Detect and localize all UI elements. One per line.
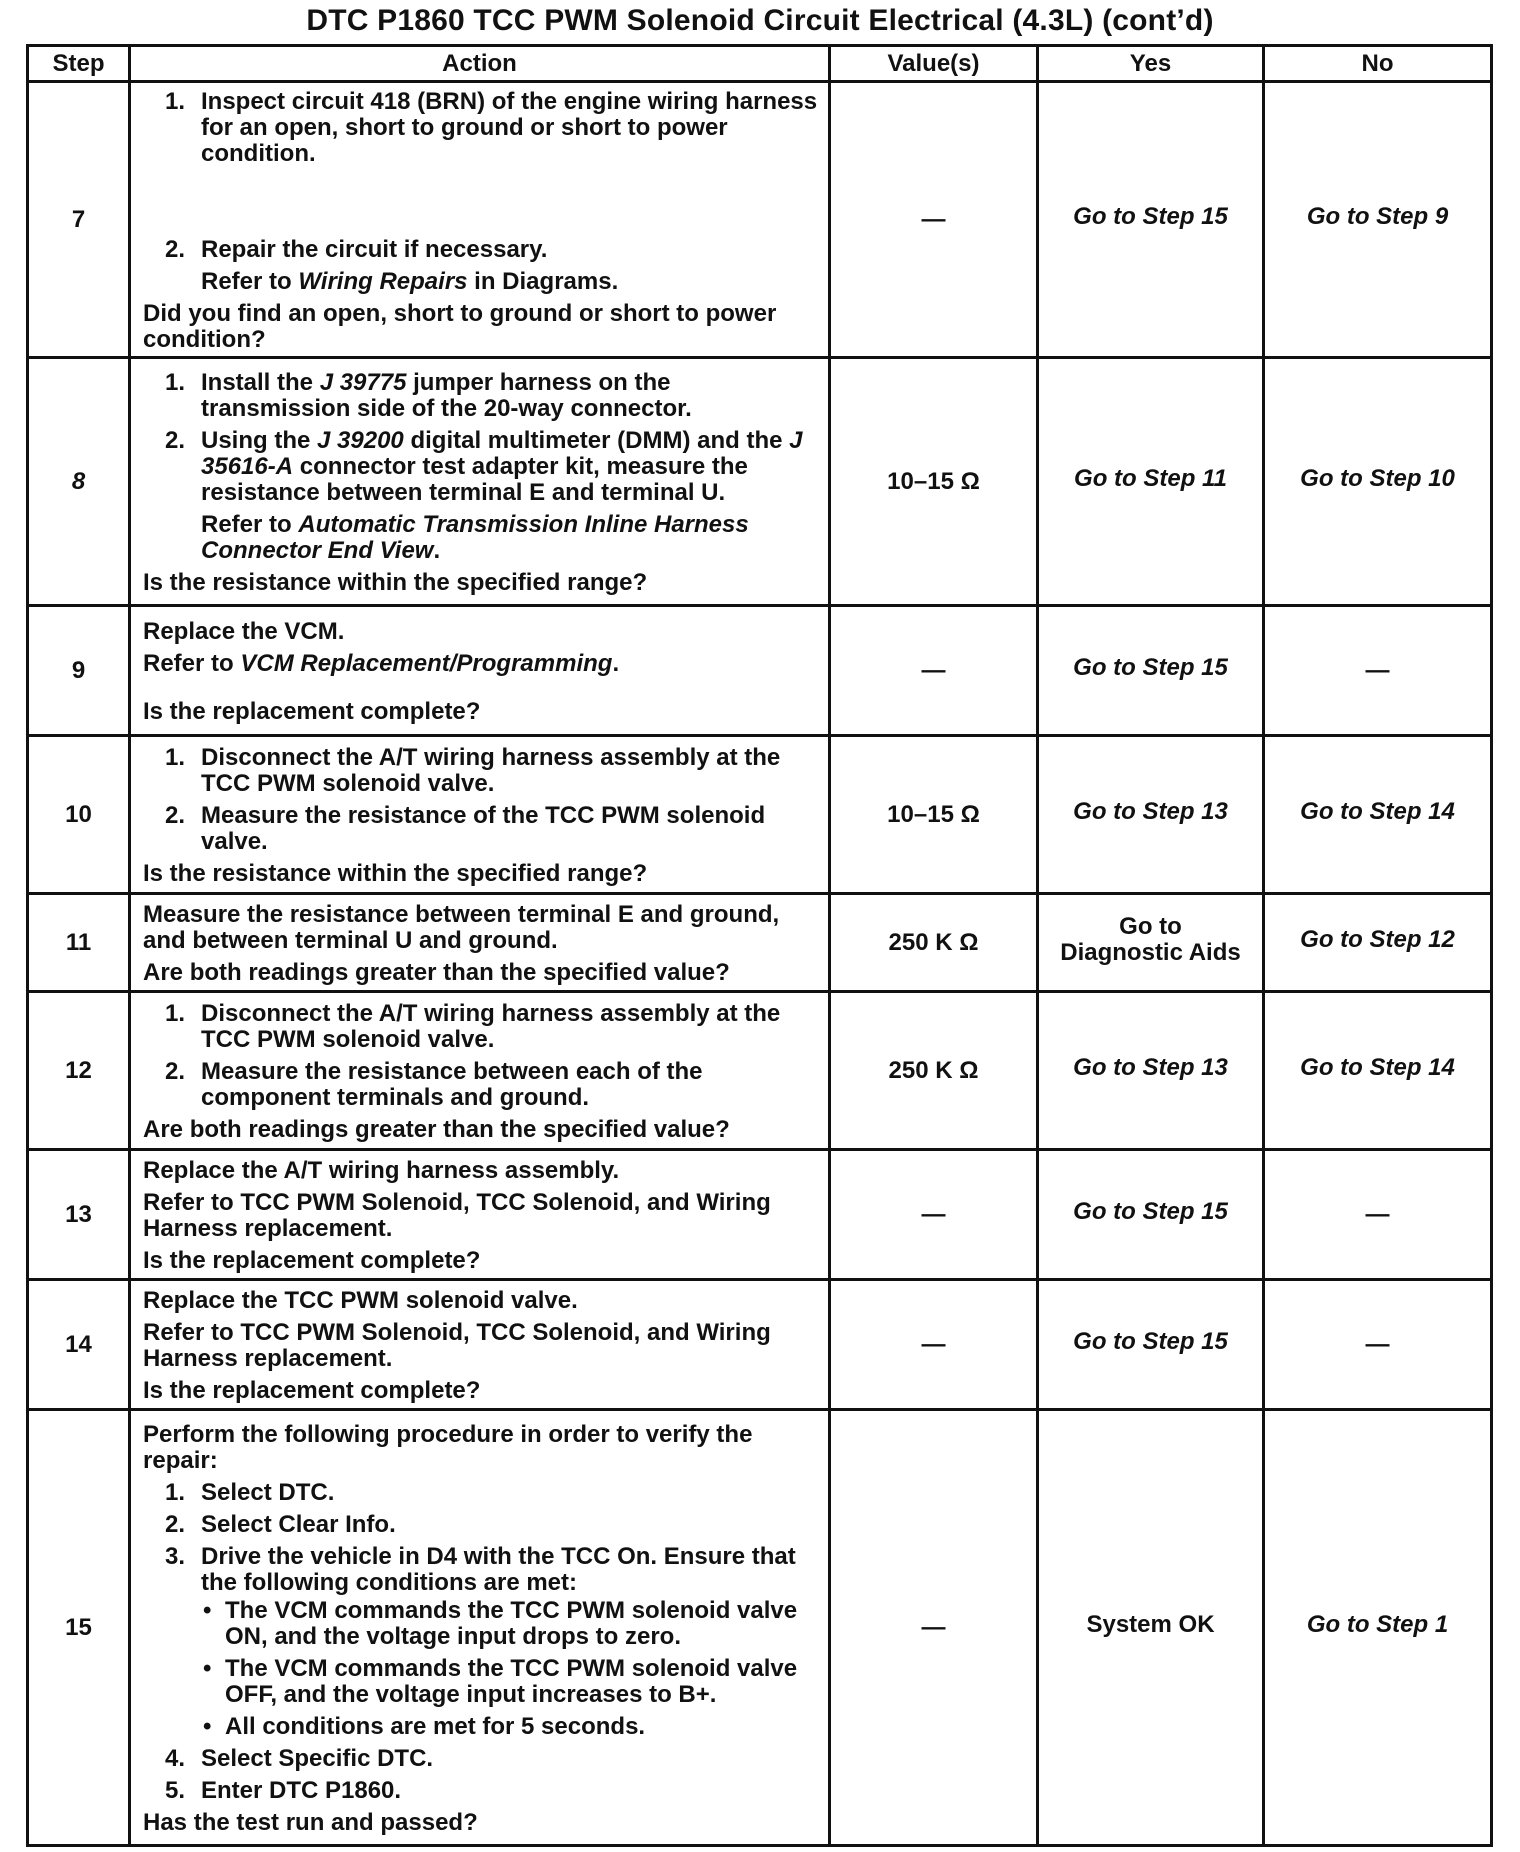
list-item: 4. Select Specific DTC. xyxy=(165,1744,434,1772)
no-cell: Go to Step 10 xyxy=(1264,358,1492,606)
bullet-item: • The VCM commands the TCC PWM solenoid valve OFF, and the voltage input increases to B+. xyxy=(201,1656,822,1708)
list-item: 2. Select Clear Info. xyxy=(165,1510,396,1538)
table-row xyxy=(28,606,1492,736)
yes-cell: Go to Step 15 xyxy=(1038,606,1264,736)
step-number: 11 xyxy=(28,894,130,992)
list-item: 1. Inspect circuit 418 (BRN) of the engine wiring harness for an open, short to ground or short to power condition. xyxy=(165,87,818,167)
value-cell: — xyxy=(830,82,1038,358)
yes-cell: Go to Step 15 xyxy=(1038,1150,1264,1280)
list-item: 2. Measure the resistance of the TCC PWM solenoid valve. xyxy=(165,801,766,855)
header-action: Action xyxy=(130,46,830,82)
list-item: 1. Disconnect the A/T wiring harness assembly at the TCC PWM solenoid valve. xyxy=(165,999,781,1053)
yes-line: Diagnostic Aids xyxy=(1060,938,1241,966)
yes-cell xyxy=(1038,894,1264,992)
question-text: Is the resistance within the specified range? xyxy=(143,568,648,596)
table-row xyxy=(28,1410,1492,1846)
action-cell xyxy=(130,358,830,606)
value-cell: 10–15 Ω xyxy=(830,736,1038,894)
no-cell: — xyxy=(1264,1280,1492,1410)
bullet-item: • The VCM commands the TCC PWM solenoid valve ON, and the voltage input drops to zero. xyxy=(201,1598,822,1650)
action-cell xyxy=(130,606,830,736)
question-text: Is the replacement complete? xyxy=(143,1376,481,1404)
table-row xyxy=(28,992,1492,1150)
no-cell: Go to Step 14 xyxy=(1264,736,1492,894)
no-cell: Go to Step 1 xyxy=(1264,1410,1492,1846)
value-cell: — xyxy=(830,1280,1038,1410)
value-cell: — xyxy=(830,1410,1038,1846)
step-number: 8 xyxy=(28,358,130,606)
question-text: Is the replacement complete? xyxy=(143,1246,481,1274)
no-cell: — xyxy=(1264,606,1492,736)
value-cell: — xyxy=(830,606,1038,736)
no-cell: Go to Step 14 xyxy=(1264,992,1492,1150)
step-number: 12 xyxy=(28,992,130,1150)
table-header-row xyxy=(28,46,1492,82)
action-text: Replace the TCC PWM solenoid valve. xyxy=(143,1286,578,1314)
list-item: 5. Enter DTC P1860. xyxy=(165,1776,402,1804)
table-row xyxy=(28,1280,1492,1410)
table-row xyxy=(28,736,1492,894)
action-text: Replace the A/T wiring harness assembly. xyxy=(143,1156,620,1184)
step-number: 15 xyxy=(28,1410,130,1846)
diagnostic-table xyxy=(26,44,1493,1847)
action-cell xyxy=(130,894,830,992)
no-cell: Go to Step 12 xyxy=(1264,894,1492,992)
list-item: 1. Disconnect the A/T wiring harness assembly at the TCC PWM solenoid valve. xyxy=(165,743,781,797)
action-text: Replace the VCM. xyxy=(143,617,345,645)
list-item: 1. Select DTC. xyxy=(165,1478,335,1506)
value-cell: 10–15 Ω xyxy=(830,358,1038,606)
list-item: 2. Measure the resistance between each of the component terminals and ground. xyxy=(165,1057,703,1111)
step-number: 14 xyxy=(28,1280,130,1410)
action-text: Measure the resistance between terminal E and ground, and between terminal U and ground. xyxy=(143,900,780,954)
question-text: Has the test run and passed? xyxy=(143,1808,478,1836)
step-number: 10 xyxy=(28,736,130,894)
reference-text: Refer to Automatic Transmission Inline Harness Connector End View. xyxy=(201,510,749,564)
question-text: Is the resistance within the specified range? xyxy=(143,859,648,887)
header-no: No xyxy=(1264,46,1492,82)
yes-cell: System OK xyxy=(1038,1410,1264,1846)
table-row xyxy=(28,82,1492,358)
header-values: Value(s) xyxy=(830,46,1038,82)
table-row xyxy=(28,358,1492,606)
table-row xyxy=(28,894,1492,992)
action-cell xyxy=(130,1280,830,1410)
action-cell xyxy=(130,1410,830,1846)
reference-text: Refer to TCC PWM Solenoid, TCC Solenoid, and Wiring Harness replacement. xyxy=(143,1188,771,1242)
question-text: Are both readings greater than the specified value? xyxy=(143,1115,730,1143)
list-item: 1. Install the J 39775 jumper harness on the transmission side of the 20-way connector. xyxy=(165,368,692,422)
action-cell xyxy=(130,1150,830,1280)
header-yes: Yes xyxy=(1038,46,1264,82)
list-item: 2. Using the J 39200 digital multimeter (DMM) and the J 35616-A connector test adapter kit, measure the resistance between terminal E and terminal U. xyxy=(165,426,803,506)
reference-text: Refer to Wiring Repairs in Diagrams. xyxy=(201,267,619,295)
page-title: DTC P1860 TCC PWM Solenoid Circuit Electrical (4.3L) (cont’d) xyxy=(306,4,1214,37)
header-step: Step xyxy=(28,46,130,82)
table-row xyxy=(28,1150,1492,1280)
action-text: Perform the following procedure in order to verify the repair: xyxy=(143,1420,753,1474)
step-number: 7 xyxy=(28,82,130,358)
value-cell: 250 K Ω xyxy=(830,992,1038,1150)
yes-cell: Go to Step 15 xyxy=(1038,1280,1264,1410)
action-cell xyxy=(130,992,830,1150)
list-item: 3. Drive the vehicle in D4 with the TCC On. Ensure that the following conditions are met: • The VCM commands the TCC PWM solenoid valve ON, and the voltage input drops to zero. • The VCM commands the TCC PWM solenoid valve OFF, and the voltage input increases to B+. • All conditions are met for 5 seconds. xyxy=(143,1544,822,1740)
reference-text: Refer to TCC PWM Solenoid, TCC Solenoid, and Wiring Harness replacement. xyxy=(143,1318,771,1372)
step-number: 9 xyxy=(28,606,130,736)
yes-line: Go to xyxy=(1119,912,1182,940)
value-cell: — xyxy=(830,1150,1038,1280)
action-cell xyxy=(130,82,830,358)
question-text: Did you find an open, short to ground or short to power condition? xyxy=(143,299,777,353)
yes-cell: Go to Step 11 xyxy=(1038,358,1264,606)
action-cell xyxy=(130,736,830,894)
no-cell: Go to Step 9 xyxy=(1264,82,1492,358)
yes-cell: Go to Step 13 xyxy=(1038,736,1264,894)
no-cell: — xyxy=(1264,1150,1492,1280)
bullet-item: • All conditions are met for 5 seconds. xyxy=(201,1714,822,1740)
step-number: 13 xyxy=(28,1150,130,1280)
value-cell: 250 K Ω xyxy=(830,894,1038,992)
list-item: 2. Repair the circuit if necessary. xyxy=(165,235,548,263)
yes-cell: Go to Step 13 xyxy=(1038,992,1264,1150)
yes-cell: Go to Step 15 xyxy=(1038,82,1264,358)
question-text: Is the replacement complete? xyxy=(143,697,481,725)
reference-text: Refer to VCM Replacement/Programming. xyxy=(143,649,620,677)
question-text: Are both readings greater than the specified value? xyxy=(143,958,730,986)
